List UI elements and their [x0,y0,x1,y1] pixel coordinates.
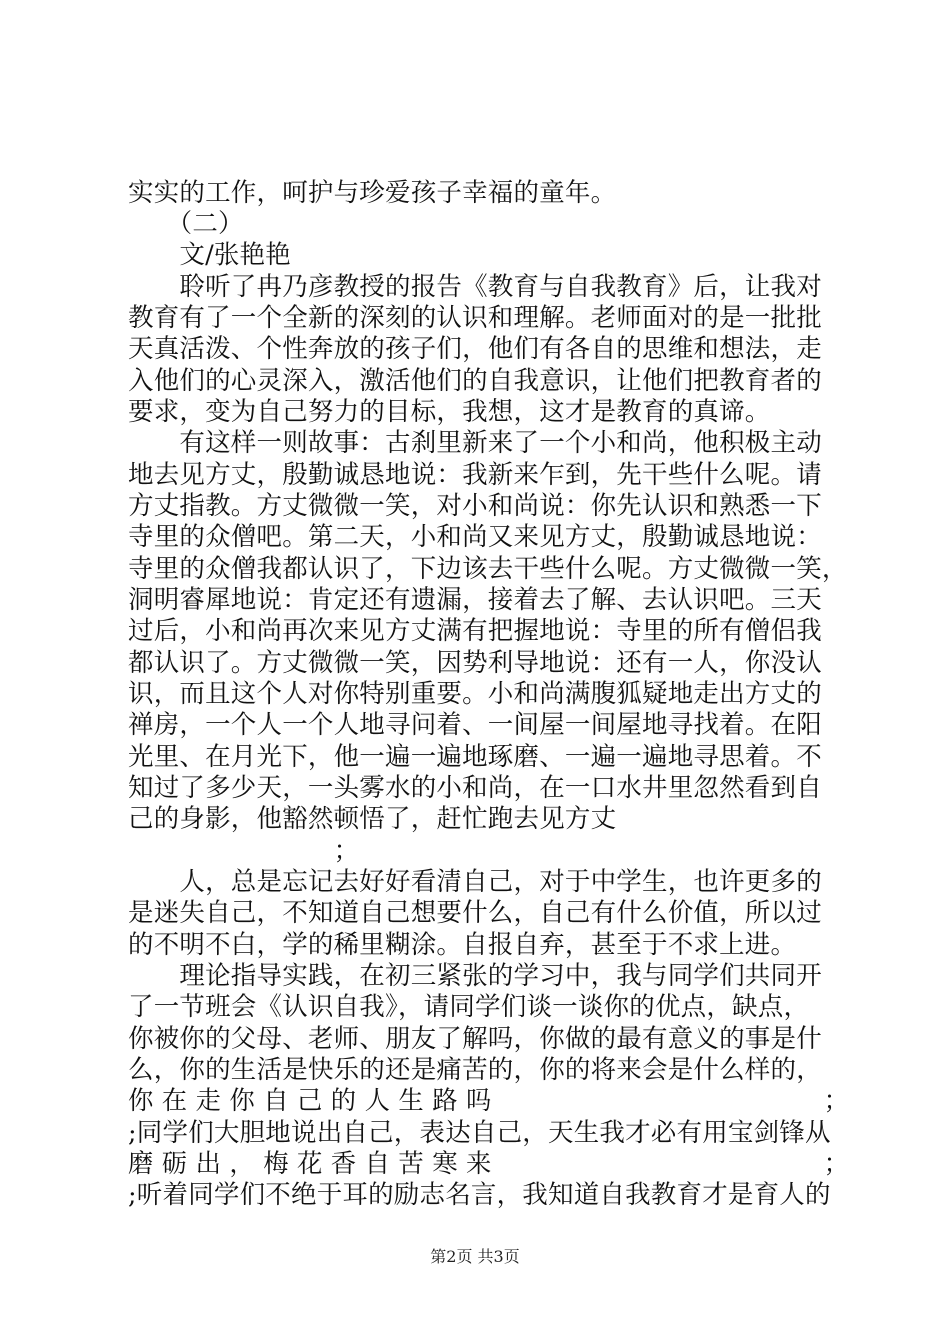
text-line: 己的身影，他豁然顿悟了，赶忙跑去见方丈 [128,804,617,834]
text-line: 过后，小和尚再次来见方丈满有把握地说：寺里的所有僧侣我 [128,616,822,646]
text-line: 知过了多少天，一头雾水的小和尚，在一口水井里忽然看到自 [128,773,822,803]
text-line: 要求，变为自己努力的目标，我想，这才是教育的真谛。 [128,397,771,427]
text-line: ； [128,836,360,866]
text-line: 你被你的父母、老师、朋友了解吗，你做的最有意义的事是什 [128,1024,822,1054]
section-number: （二） [128,209,244,239]
text-line: 么，你的生活是快乐的还是痛苦的，你的将来会是什么样的， [128,1055,822,1085]
text-line: 是迷失自己，不知道自己想要什么，自己有什么价值，所以过 [128,898,822,928]
text-line: 有这样一则故事：古刹里新来了一个小和尚，他积极主动 [128,428,822,458]
text-line: 寺里的众僧我都认识了，下边该去干些什么呢。方丈微微一笑， [128,554,848,584]
text-line: 的不明不白，学的稀里糊涂。自报自弃，甚至于不求上进。 [128,930,797,960]
text-line: 地去见方丈，殷勤诚恳地说：我新来乍到，先干些什么呢。请 [128,460,822,490]
text-line: 磨 砺 出 ， 梅 花 香 自 苦 寒 来 ； [128,1149,850,1179]
text-line: 入他们的心灵深入，激活他们的自我意识，让他们把教育者的 [128,366,822,396]
text-line: 光里、在月光下，他一遍一遍地琢磨、一遍一遍地寻思着。不 [128,742,822,772]
text-line: 理论指导实践，在初三紧张的学习中，我与同学们共同开 [128,961,822,991]
text-line: 识，而且这个人对你特别重要。小和尚满腹狐疑地走出方丈的 [128,679,822,709]
text-line: ;听着同学们不绝于耳的励志名言，我知道自我教育才是育人的 [128,1180,831,1210]
text-line: 教育有了一个全新的深刻的认识和理解。老师面对的是一批批 [128,303,822,333]
text-line: ;同学们大胆地说出自己，表达自己，天生我才必有用宝剑锋从 [128,1118,831,1148]
text-line: 人，总是忘记去好好看清自己，对于中学生，也许更多的 [128,867,822,897]
author-line: 文/张艳艳 [128,240,291,270]
text-line: 实实的工作，呵护与珍爱孩子幸福的童年。 [128,178,617,208]
text-line: 聆听了冉乃彦教授的报告《教育与自我教育》后，让我对 [128,272,822,302]
text-line: 你 在 走 你 自 己 的 人 生 路 吗 ； [128,1086,850,1116]
text-line: 了一节班会《认识自我》，请同学们谈一谈你的优点，缺点， [128,992,810,1022]
text-line: 寺里的众僧吧。第二天，小和尚又来见方丈，殷勤诚恳地说： [128,522,822,552]
text-line: 都认识了。方丈微微一笑，因势利导地说：还有一人，你没认 [128,648,822,678]
text-line: 天真活泼、个性奔放的孩子们，他们有各自的思维和想法，走 [128,334,822,364]
text-line: 禅房，一个人一个人地寻问着、一间屋一间屋地寻找着。在阳 [128,710,822,740]
page-footer: 第2页 共3页 [430,1247,520,1266]
text-line: 洞明睿犀地说：肯定还有遗漏，接着去了解、去认识吧。三天 [128,585,822,615]
text-line: 方丈指教。方丈微微一笑，对小和尚说：你先认识和熟悉一下 [128,491,822,521]
